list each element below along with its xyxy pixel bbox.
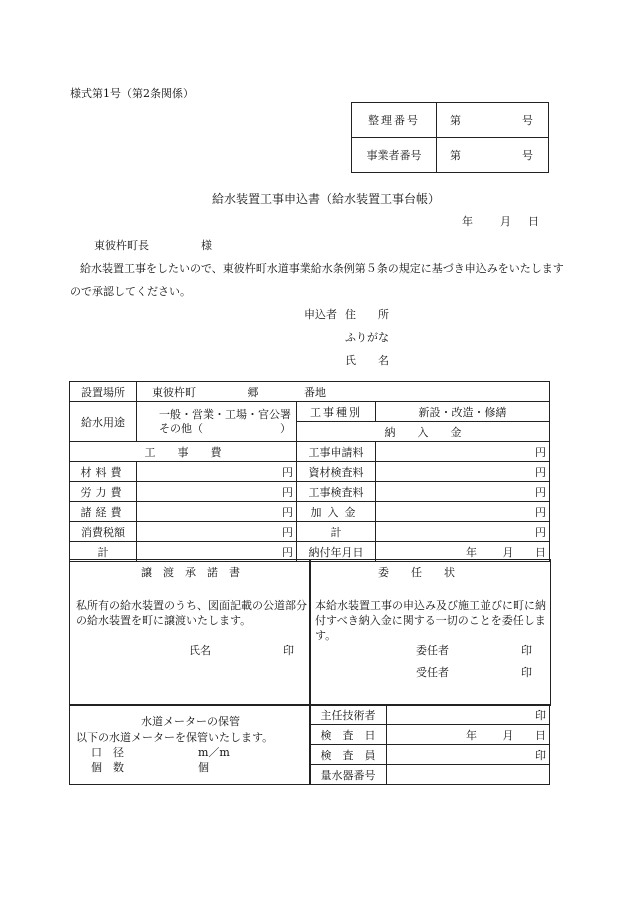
cost-2[interactable] xyxy=(137,482,297,502)
op-dai: 第 xyxy=(450,149,461,162)
reg-number-field[interactable] xyxy=(437,103,549,138)
left-row-4: 消費税額 xyxy=(70,522,137,542)
right-row-2: 資材検査料 xyxy=(297,462,376,482)
transfer-consent-box xyxy=(69,559,311,706)
use-options[interactable] xyxy=(137,402,297,442)
transfer-body-1: 私所有の給水装置のうち、図面記載の公道部分 xyxy=(76,599,307,612)
inspection-date-label: 検 査 日 xyxy=(310,725,387,745)
operator-number-field[interactable] xyxy=(437,138,549,173)
reg-go: 号 xyxy=(522,114,533,127)
applicant-address: 住 所 xyxy=(345,308,389,321)
go-unit: 郷 xyxy=(247,385,259,399)
form-number: 様式第1号（第2条関係） xyxy=(70,87,194,100)
reg-number-label: 整理番号 xyxy=(352,103,437,138)
right-row-4: 加入金 xyxy=(297,502,376,522)
fee-2[interactable] xyxy=(376,462,550,482)
cost-3[interactable] xyxy=(137,502,297,522)
delegatee-label: 受任者 xyxy=(416,666,449,679)
left-row-1: 材料費 xyxy=(70,462,137,482)
fee-3[interactable] xyxy=(376,482,550,502)
inspector-field[interactable] xyxy=(387,745,550,765)
payday-year: 年 xyxy=(466,545,477,559)
left-row-5: 計 xyxy=(70,542,137,562)
cost-header: 工 事 費 xyxy=(70,442,297,462)
payday-day: 日 xyxy=(535,545,546,559)
applicant-furigana: ふりがな xyxy=(345,331,389,344)
delegation-box xyxy=(309,559,551,706)
meter-count-label: 個 数 xyxy=(91,761,124,774)
applicant-label: 申込者 xyxy=(304,308,337,321)
chief-engineer-field[interactable] xyxy=(387,705,550,725)
delegation-title: 委 任 状 xyxy=(378,566,455,579)
meter-diameter-label: 口 径 xyxy=(91,746,124,759)
transfer-body-2: の給水装置を町に譲渡いたします。 xyxy=(76,614,252,627)
yen: 円 xyxy=(282,525,293,539)
payment-header: 納 入 金 xyxy=(297,422,550,442)
meter-body: 以下の水道メーターを保管いたします。 xyxy=(76,731,274,744)
yen: 円 xyxy=(535,505,546,519)
left-row-3: 諸経費 xyxy=(70,502,137,522)
inspection-date-field[interactable] xyxy=(387,725,550,745)
chief-engineer-label: 主任技術者 xyxy=(310,705,387,725)
yen: 円 xyxy=(535,525,546,539)
transfer-title: 譲 渡 承 諾 書 xyxy=(141,566,240,579)
inspection-table xyxy=(309,704,550,785)
fee-4[interactable] xyxy=(376,502,550,522)
page-title: 給水装置工事申込書（給水装置工事台帳） xyxy=(212,192,441,206)
town: 東彼杵町 xyxy=(152,385,196,399)
location-field[interactable] xyxy=(137,382,550,402)
payday-month: 月 xyxy=(502,545,514,559)
date-day: 日 xyxy=(528,215,539,228)
right-row-5: 計 xyxy=(297,522,376,542)
inspect-month: 月 xyxy=(502,728,514,742)
applicant-name: 氏 名 xyxy=(345,354,389,367)
location-label: 設置場所 xyxy=(70,382,137,402)
delegator-seal[interactable]: 印 xyxy=(521,644,532,657)
meter-title: 水道メーターの保管 xyxy=(141,715,240,728)
meter-count-unit: 個 xyxy=(198,761,209,774)
banchi: 番地 xyxy=(304,385,326,399)
delegator-label: 委任者 xyxy=(416,644,449,657)
sama: 様 xyxy=(201,239,212,252)
work-type-label: 工事種別 xyxy=(297,402,376,422)
yen: 円 xyxy=(282,545,293,559)
right-row-1: 工事申請料 xyxy=(297,442,376,462)
yen: 円 xyxy=(535,465,546,479)
use-option-2: その他（ ） xyxy=(159,421,291,435)
yen: 円 xyxy=(535,485,546,499)
transfer-name-label: 氏名 xyxy=(189,644,211,657)
application-table xyxy=(69,381,550,562)
fee-1[interactable] xyxy=(376,442,550,462)
intro-line1: 給水装置工事をしたいので、東彼杵町水道事業給水条例第５条の規定に基づき申込みをいたします xyxy=(80,262,564,275)
operator-number-label: 事業者番号 xyxy=(352,138,437,173)
delegation-body-3: す。 xyxy=(315,629,337,642)
yen: 円 xyxy=(282,505,293,519)
intro-line2: ので承認してください。 xyxy=(70,285,191,298)
delegation-body-1: 本給水装置工事の申込み及び施工並びに町に納 xyxy=(315,599,546,612)
left-row-2: 労力費 xyxy=(70,482,137,502)
op-go: 号 xyxy=(522,149,533,162)
inspect-year: 年 xyxy=(466,728,477,742)
yen: 円 xyxy=(282,485,293,499)
payday-label: 納付年月日 xyxy=(297,542,376,562)
fee-5[interactable] xyxy=(376,522,550,542)
use-option-1: 一般・営業・工場・官公署 xyxy=(159,407,291,421)
registration-box xyxy=(351,102,549,173)
work-type-value[interactable]: 新設・改造・修繕 xyxy=(376,402,550,422)
reg-dai: 第 xyxy=(450,114,461,127)
inspector-seal: 印 xyxy=(535,748,546,762)
yen: 円 xyxy=(535,445,546,459)
cost-4[interactable] xyxy=(137,522,297,542)
cost-1[interactable] xyxy=(137,462,297,482)
date-month: 月 xyxy=(500,215,511,228)
use-label: 給水用途 xyxy=(70,402,137,442)
transfer-seal[interactable]: 印 xyxy=(283,644,294,657)
addressee: 東彼杵町長 xyxy=(94,239,149,252)
delegation-body-2: 付すべき納入金に関する一切のことを委任しま xyxy=(315,614,546,627)
meter-number-label: 量水器番号 xyxy=(310,765,387,785)
meter-diameter-unit: m／m xyxy=(198,746,230,759)
right-row-3: 工事検査料 xyxy=(297,482,376,502)
inspect-day: 日 xyxy=(535,728,546,742)
inspector-label: 検 査 員 xyxy=(310,745,387,765)
delegatee-seal[interactable]: 印 xyxy=(521,666,532,679)
yen: 円 xyxy=(282,465,293,479)
meter-number-field[interactable] xyxy=(387,765,550,785)
chief-seal: 印 xyxy=(535,708,546,722)
date-year: 年 xyxy=(462,215,473,228)
